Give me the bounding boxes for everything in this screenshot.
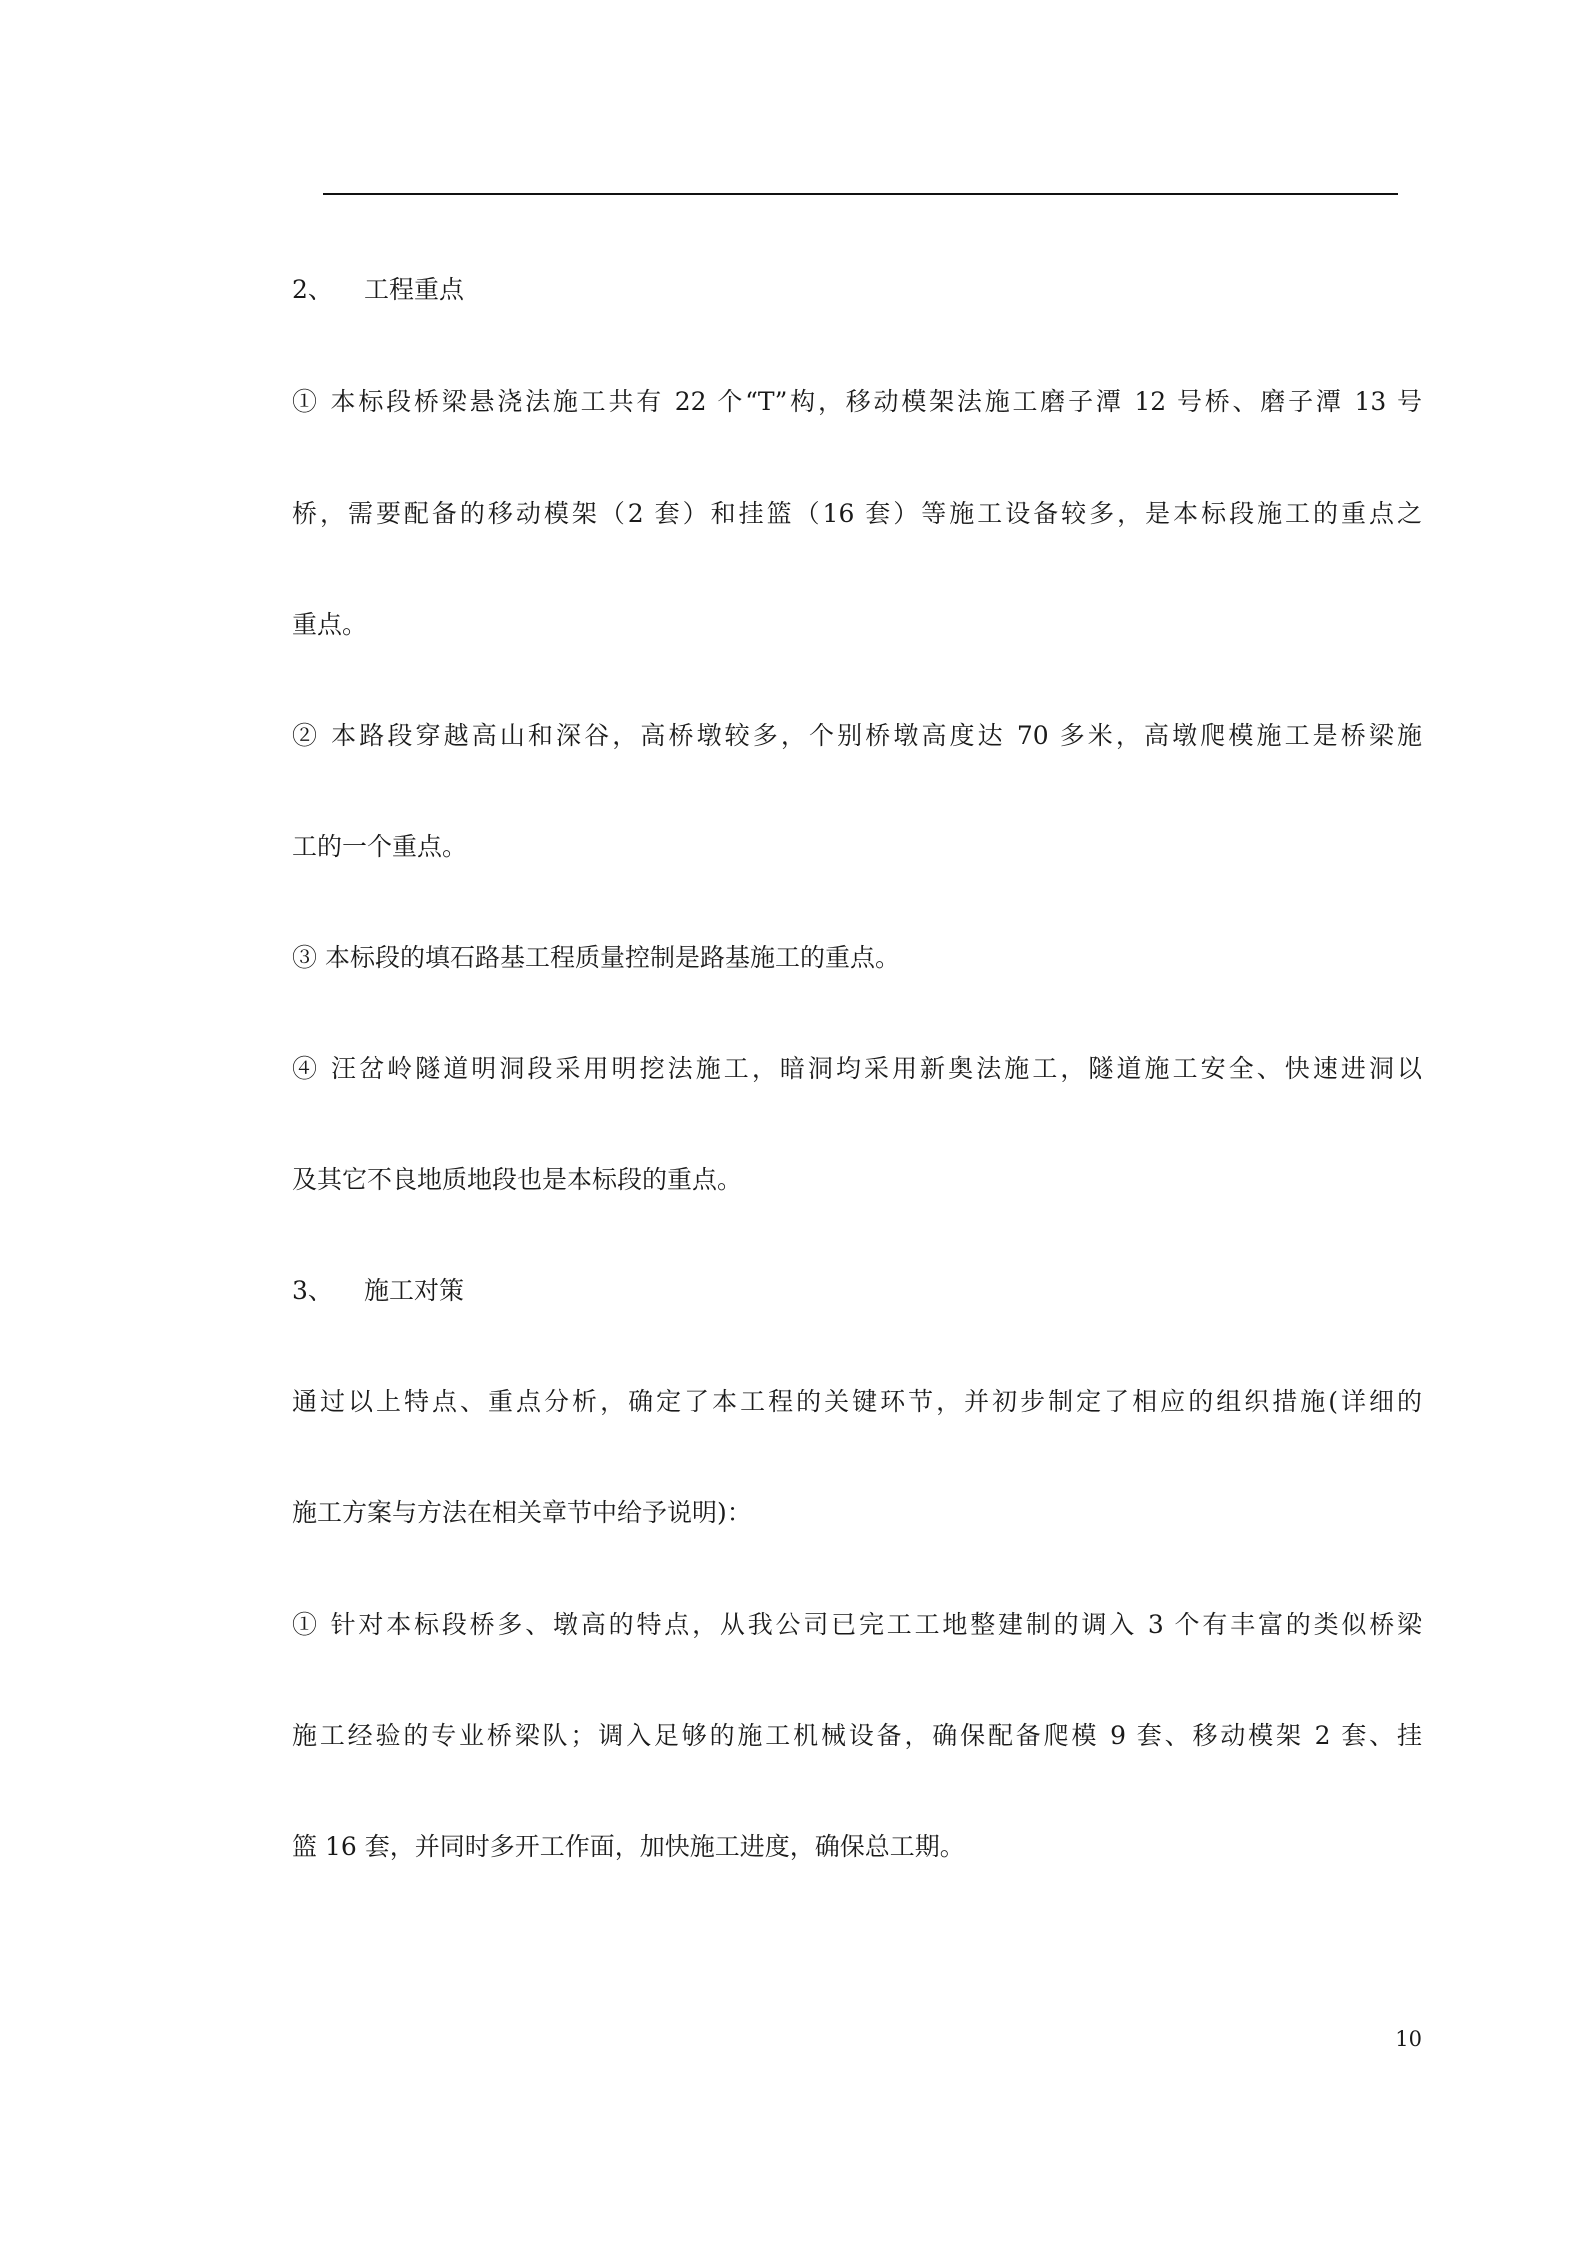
header-rule [323,193,1398,195]
section-3-title: 施工对策 [364,1276,465,1305]
page-number: 10 [1395,2027,1422,2051]
section-2-heading [292,268,1422,312]
item-3-1-line-3: 篮 16 套，并同时多开工作面，加快施工进度，确保总工期。 [292,1832,965,1861]
item-3-1-line-2: 施工经验的专业桥梁队；调入足够的施工机械设备，确保配备爬模 9 套、移动模架 2 套、挂 [292,1721,1422,1750]
item-2-1-line-2: 桥，需要配备的移动模架（2 套）和挂篮（16 套）等施工设备较多，是本标段施工的重点之 [292,499,1422,528]
section-3-number: 3、 [292,1276,333,1305]
item-2-3-line-1: ③ 本标段的填石路基工程质量控制是路基施工的重点。 [292,943,900,972]
section-2-number: 2、 [292,275,333,304]
intro-3-line-1: 通过以上特点、重点分析，确定了本工程的关键环节，并初步制定了相应的组织措施(详细的 [292,1387,1422,1416]
section-3-heading [292,1269,1422,1313]
item-2-1-line-3: 重点。 [292,610,368,639]
section-2-title: 工程重点 [364,275,465,304]
item-2-1-line-1: ① 本标段桥梁悬浇法施工共有 22 个“T”构，移动模架法施工磨子潭 12 号桥、磨子潭 13 号 [292,387,1422,416]
intro-3-line-2: 施工方案与方法在相关章节中给予说明)： [292,1498,752,1527]
item-2-4-line-1: ④ 汪岔岭隧道明洞段采用明挖法施工，暗洞均采用新奥法施工，隧道施工安全、快速进洞以 [292,1054,1422,1083]
item-2-4-line-2: 及其它不良地质地段也是本标段的重点。 [292,1165,743,1194]
item-2-2-line-1: ② 本路段穿越高山和深谷，高桥墩较多，个别桥墩高度达 70 多米，高墩爬模施工是桥梁施 [292,721,1422,750]
item-3-1-line-1: ① 针对本标段桥多、墩高的特点，从我公司已完工工地整建制的调入 3 个有丰富的类似桥梁 [292,1610,1422,1639]
item-2-2-line-2: 工的一个重点。 [292,832,468,861]
